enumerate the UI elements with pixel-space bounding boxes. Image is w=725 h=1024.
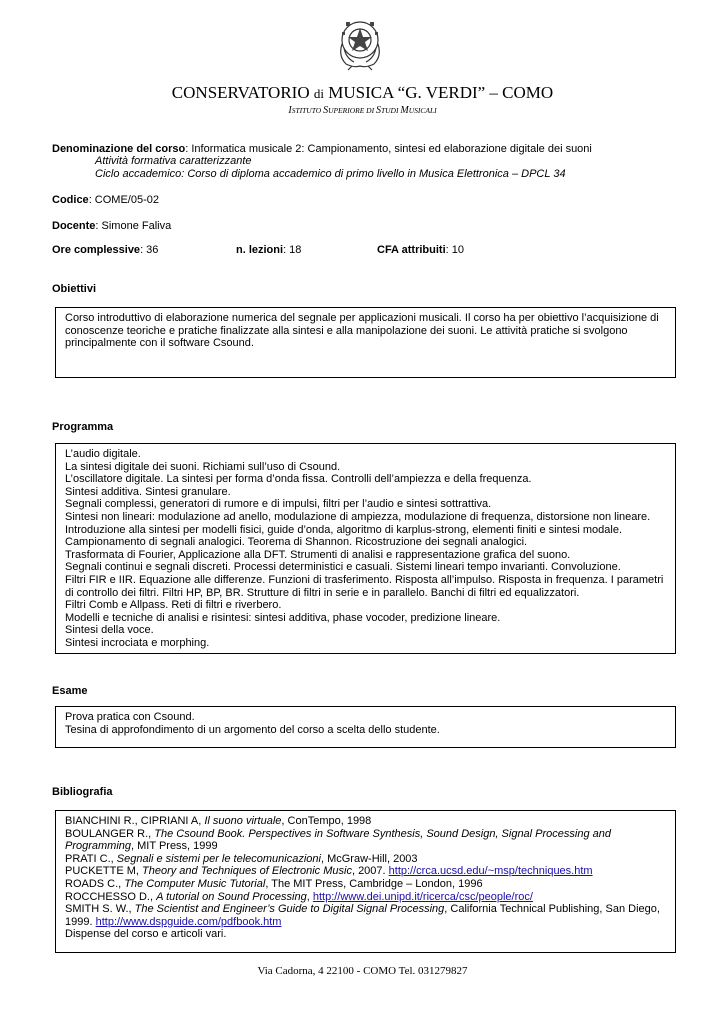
program-line: Trasformata di Fourier, Applicazione alla DFT. Strumenti di analisi e rappresentazione grafica del suono. [65,548,571,561]
footer-address: Via Cadorna, 4 22100 - COMO Tel. 031279827 [257,965,468,977]
program-line: La sintesi digitale dei suoni. Richiami sull’uso di Csound. [65,460,341,473]
bibliography-box [55,810,676,953]
lesson-count: n. lezioni: 18 [236,244,302,256]
bibliography-entry: PUCKETTE M, Theory and Techniques of Electronic Music, 2007. http://crca.ucsd.edu/~msp/techniques.htm [65,865,593,878]
program-line: Sintesi incrociata e morphing. [65,636,210,649]
course-code: Codice: COME/05-02 [52,194,159,206]
bibliography-entry: PRATI C., Segnali e sistemi per le telecomunicazioni, McGraw-Hill, 2003 [65,852,418,865]
course-teacher: Docente: Simone Faliva [52,220,172,232]
program-line: Sintesi della voce. [65,624,154,637]
program-line: Segnali complessi, generatori di rumore e di impulsi, filtri per l’audio e sintesi sottrattiva. [65,498,492,511]
bibliography-entry: ROCCHESSO D., A tutorial on Sound Processing, http://www.dei.unipd.it/ricerca/csc/people/roc/ [65,890,533,903]
course-cycle: Ciclo accademico: Corso di diploma accademico di primo livello in Musica Elettronica – DPCL 34 [95,168,566,180]
program-line: Modelli e tecniche di analisi e risintesi: sintesi additiva, phase vocoder, predizione lineare. [65,611,501,624]
bibliography-heading: Bibliografia [52,786,113,798]
puckette-link[interactable]: http://crca.ucsd.edu/~msp/techniques.htm [388,865,593,878]
program-line: Campionamento di segnali analogici. Teorema di Shannon. Ricostruzione dei segnali analogici. [65,536,528,549]
program-line: Sintesi non lineari: modulazione ad anello, modulazione di ampiezza, modulazione di frequenza, distorsione non lineare. [65,510,651,523]
program-line: Filtri FIR e IIR. Equazione alle differenze. Funzioni di trasferimento. Risposta all’impulso. Risposta in frequenza. I parametri [65,573,664,586]
program-box [55,443,676,654]
program-heading: Programma [52,421,114,433]
exam-heading: Esame [52,685,88,697]
bibliography-entry: ROADS C., The Computer Music Tutorial, The MIT Press, Cambridge – London, 1996 [65,877,483,890]
bibliography-entry: Programming, MIT Press, 1999 [65,840,218,853]
bibliography-entry: SMITH S. W., The Scientist and Engineer’s Guide to Digital Signal Processing, California Technical Publishing, San Diego, [65,903,660,916]
total-hours: Ore complessive: 36 [52,244,159,256]
program-line: Sintesi additiva. Sintesi granulare. [65,485,231,498]
program-line: Filtri Comb e Allpass. Reti di filtri e riverbero. [65,599,282,612]
institution-subtitle: ISTITUTO SUPERIORE DI STUDI MUSICALI [288,105,437,116]
course-name: Denominazione del corso: Informatica musicale 2: Campionamento, sintesi ed elaborazione digitale dei suoni [52,143,592,155]
exam-line: Tesina di approfondimento di un argomento del corso a scelta dello studente. [65,723,440,736]
program-line: Introduzione alla sintesi per modelli fisici, guide d’onda, algoritmo di karplus-strong, elementi finiti e sintesi modale. [65,523,623,536]
program-line: Segnali continui e segnali discreti. Processi deterministici e casuali. Sistemi lineari tempo invarianti. Convoluzione. [65,561,621,574]
bibliography-entry: BOULANGER R., The Csound Book. Perspectives in Software Synthesis, Sound Design, Signal Processing and [65,827,612,840]
program-line: di controllo dei filtri. Filtri HP, BP, BR. Strutture di filtri in serie e in parallelo. Banchi di filtri ed equalizzatori. [65,586,580,599]
exam-line: Prova pratica con Csound. [65,711,195,723]
objectives-line: principalmente con il software Csound. [65,337,254,350]
bibliography-entry: 1999. http://www.dspguide.com/pdfbook.htm [65,915,282,928]
bibliography-entry: Dispense del corso e articoli vari. [65,928,227,941]
course-activity: Attività formativa caratterizzante [95,155,252,167]
institution-title: CONSERVATORIO di MUSICA “G. VERDI” – COMO [171,83,554,102]
bibliography-entry: BIANCHINI R., CIPRIANI A, Il suono virtuale, ConTempo, 1998 [65,815,372,827]
objectives-line: Corso introduttivo di elaborazione numerica del segnale per applicazioni musicali. Il corso ha per obiettivo l’acquisizione di [65,312,659,324]
objectives-line: conoscenze teoriche e pratiche finalizzate alla sintesi e alla manipolazione dei suoni. Le attività pratiche si svolgono [65,324,628,337]
republic-emblem-icon [334,14,386,72]
objectives-heading: Obiettivi [52,283,97,295]
exam-box [55,706,676,748]
dspguide-link[interactable]: http://www.dspguide.com/pdfbook.htm [95,915,282,928]
program-line: L’oscillatore digitale. La sintesi per forma d’onda fissa. Controlli dell’ampiezza e della frequenza. [65,473,532,486]
objectives-box [55,307,676,378]
rocchesso-link[interactable]: http://www.dei.unipd.it/ricerca/csc/people/roc/ [312,890,533,903]
cfa-credits: CFA attribuiti: 10 [377,244,465,256]
program-line: L’audio digitale. [65,448,141,460]
